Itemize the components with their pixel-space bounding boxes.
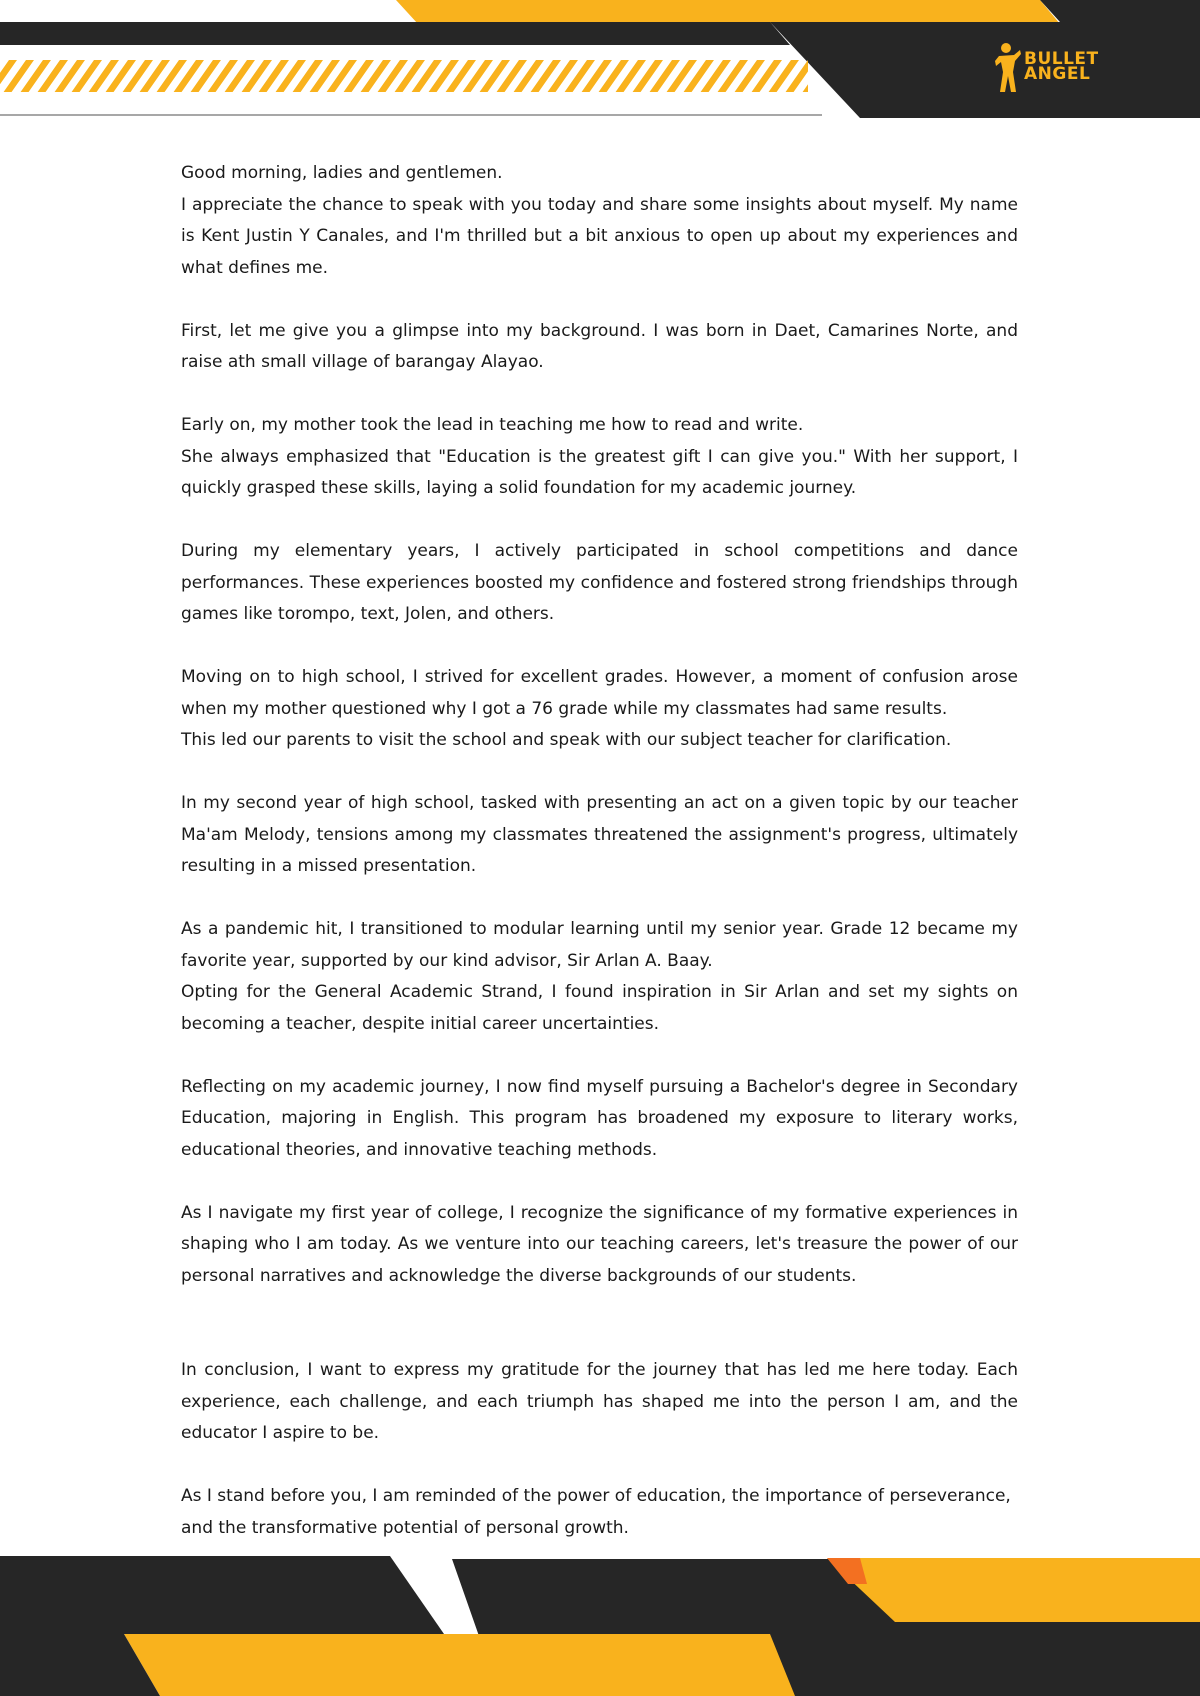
paragraph-pandemic-2: Opting for the General Academic Strand, I found inspiration in Sir Arlan and set my sights on becoming a teacher, despite initial career uncertainties. bbox=[181, 982, 1018, 1034]
boxer-silhouette-icon bbox=[994, 42, 1022, 94]
paragraph-background: First, let me give you a glimpse into my background. I was born in Daet, Camarines Norte, and raise ath small village of barangay Alayao. bbox=[181, 320, 1018, 372]
paragraph-college: As I navigate my first year of college, I recognize the significance of my formative experiences in shaping who I am today. As we venture into our teaching careers, let's treasure the power of our personal narratives and acknowledge the diverse backgrounds of our students. bbox=[181, 1202, 1018, 1286]
paragraph-early-2: She always emphasized that "Education is the greatest gift I can give you." With her support, I quickly grasped these skills, laying a solid foundation for my academic journey. bbox=[181, 446, 1018, 498]
bullet-angel-logo bbox=[994, 40, 1144, 96]
paragraph-second-year: In my second year of high school, tasked with presenting an act on a given topic by our teacher Ma'am Melody, tensions among my classmates threatened the assignment's progress, ultimately resulting in a missed presentation. bbox=[181, 793, 1018, 876]
paragraph-highschool-1: Moving on to high school, I strived for excellent grades. However, a moment of confusion arose when my mother questioned why I got a 76 grade while my classmates had same results. bbox=[181, 667, 1018, 719]
paragraph-greeting: Good morning, ladies and gentlemen. bbox=[181, 163, 503, 183]
header-yellow-band bbox=[396, 0, 1060, 24]
logo-line-1: BULLET bbox=[1024, 49, 1099, 69]
header-dark-band bbox=[0, 22, 790, 45]
paragraph-elementary: During my elementary years, I actively participated in school competitions and dance performances. These experiences boosted my confidence and fostered strong friendships through games like torompo, text, Jolen, and others. bbox=[181, 541, 1018, 624]
footer-dark-left bbox=[0, 1556, 444, 1634]
speech-body bbox=[181, 158, 1018, 1544]
paragraph-pandemic-1: As a pandemic hit, I transitioned to modular learning until my senior year. Grade 12 became my favorite year, supported by our kind advisor, Sir Arlan A. Baay. bbox=[181, 919, 1018, 971]
header-hatch bbox=[0, 60, 808, 92]
paragraph-early-1: Early on, my mother took the lead in teaching me how to read and write. bbox=[181, 415, 804, 435]
footer-banner bbox=[0, 1556, 1200, 1696]
paragraph-highschool-2: This led our parents to visit the school and speak with our subject teacher for clarification. bbox=[181, 730, 952, 750]
logo-line-2: ANGEL bbox=[1024, 64, 1091, 84]
footer-yellow-bottom bbox=[124, 1634, 795, 1696]
paragraph-reflecting: Reflecting on my academic journey, I now find myself pursuing a Bachelor's degree in Secondary Education, majoring in English. This program has broadened my exposure to literary works, educational theories, and innovative teaching methods. bbox=[181, 1076, 1018, 1160]
paragraph-intro: I appreciate the chance to speak with you today and share some insights about myself. My name is Kent Justin Y Canales, and I'm thrilled but a bit anxious to open up about my experiences and what defines me. bbox=[181, 194, 1018, 278]
logo-wordmark bbox=[1024, 49, 1099, 84]
paragraph-conclusion: In conclusion, I want to express my gratitude for the journey that has led me here today. Each experience, each challenge, and each triumph has shaped me into the person I am, and the educator I aspire to be. bbox=[181, 1360, 1018, 1443]
paragraph-closing: As I stand before you, I am reminded of the power of education, the importance of perseverance, and the transformative potential of personal growth. bbox=[181, 1486, 1011, 1538]
